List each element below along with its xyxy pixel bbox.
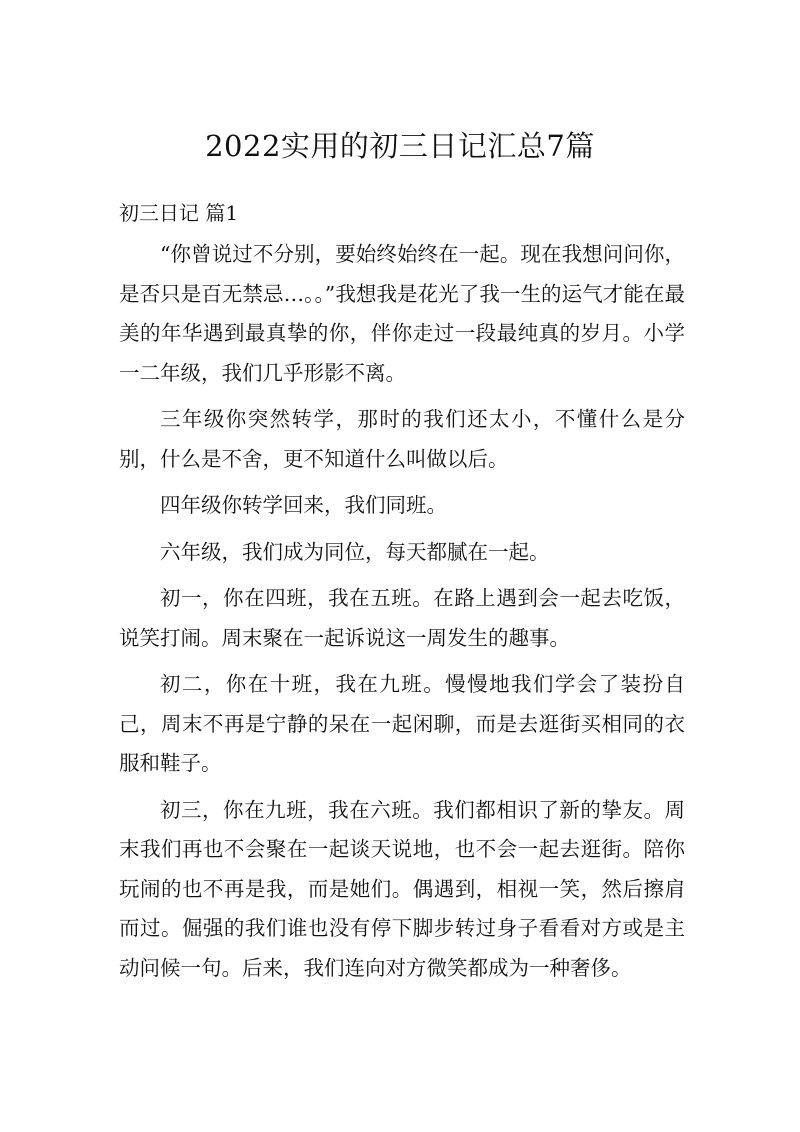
paragraph: 初二，你在十班，我在九班。慢慢地我们学会了装扮自己，周末不再是宁静的呆在一起闲聊，而是去逛街买相同的衣服和鞋子。 — [119, 672, 685, 775]
paragraph: 初三，你在九班，我在六班。我们都相识了新的挚友。周末我们再也不会聚在一起谈天说地，也不会一起去逛街。陪你玩闹的也不再是我，而是她们。偶遇到，相视一笑，然后擦肩而过。倔强的我们谁也没有停下脚步转过身子看看对方或是主动问候一句。后来，我们连向对方微笑都成为一种奢侈。 — [119, 797, 685, 980]
section-heading: 初三日记 篇1 — [119, 201, 239, 225]
paragraph: “你曾说过不分别，要始终始终在一起。现在我想问问你，是否只是百无禁忌…。。”我想我是花光了我一生的运气才能在最美的年华遇到最真挚的你，伴你走过一段最纯真的岁月。小学一二年级，我们几乎形影不离。 — [119, 242, 685, 385]
paragraph: 四年级你转学回来，我们同班。 — [160, 493, 447, 517]
paragraph: 三年级你突然转学，那时的我们还太小，不懂什么是分别，什么是不舍，更不知道什么叫做以后。 — [119, 407, 685, 471]
paragraph: 初一，你在四班，我在五班。在路上遇到会一起去吃饭，说笑打闹。周末聚在一起诉说这一周发生的趣事。 — [119, 586, 685, 650]
paragraph: 六年级，我们成为同位，每天都腻在一起。 — [160, 539, 550, 564]
page-title: 2022实用的初三日记汇总7篇 — [205, 129, 595, 163]
article-body — [119, 235, 685, 995]
